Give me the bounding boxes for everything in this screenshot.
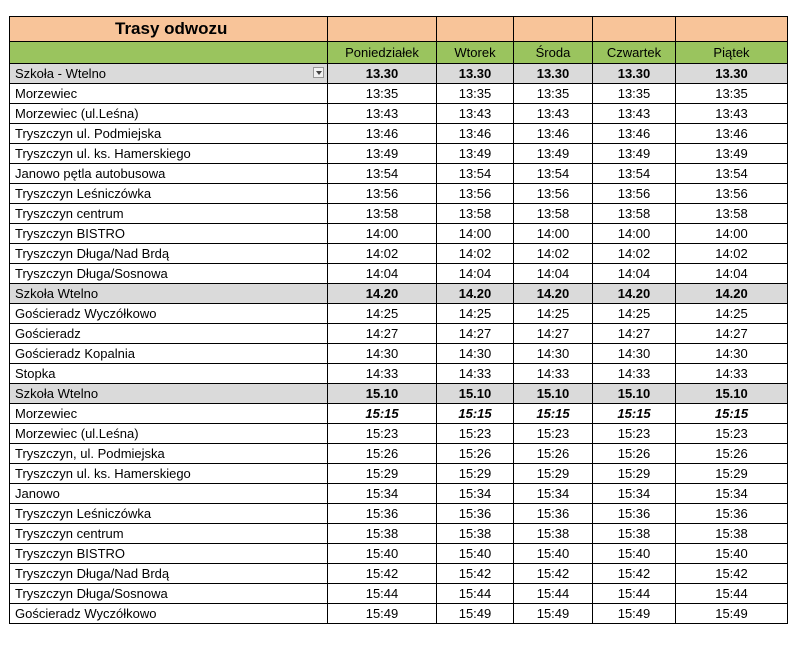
time-cell[interactable]: 13:56 — [328, 184, 437, 204]
stop-name-cell[interactable] — [10, 284, 328, 304]
time-cell[interactable]: 14:30 — [593, 344, 676, 364]
time-cell[interactable]: 13:35 — [593, 84, 676, 104]
stop-name-cell[interactable] — [10, 224, 328, 244]
table-row — [10, 184, 788, 204]
stop-name-cell[interactable] — [10, 404, 328, 424]
stop-name-cell[interactable] — [10, 564, 328, 584]
time-cell[interactable]: 15:38 — [593, 524, 676, 544]
time-cell[interactable]: 14:02 — [676, 244, 788, 264]
title-empty-cell[interactable] — [437, 17, 514, 42]
table-row — [10, 164, 788, 184]
time-cell[interactable]: 14:02 — [593, 244, 676, 264]
stop-name-cell[interactable] — [10, 104, 328, 124]
time-cell[interactable]: 13:54 — [437, 164, 514, 184]
time-cell[interactable]: 13:46 — [676, 124, 788, 144]
time-cell[interactable]: 13:58 — [328, 204, 437, 224]
time-cell[interactable]: 13:54 — [676, 164, 788, 184]
time-cell[interactable]: 14:04 — [514, 264, 593, 284]
stop-name-cell[interactable] — [10, 524, 328, 544]
header-stop-cell[interactable] — [10, 42, 328, 64]
stop-name-cell[interactable] — [10, 64, 328, 84]
stop-name-cell[interactable] — [10, 444, 328, 464]
stop-name: Tryszczyn Leśniczówka — [15, 506, 152, 521]
time-cell[interactable]: 13:49 — [437, 144, 514, 164]
stop-name-cell[interactable] — [10, 324, 328, 344]
stop-name-cell[interactable] — [10, 244, 328, 264]
time-cell[interactable]: 14:25 — [593, 304, 676, 324]
stop-name: Tryszczyn Leśniczówka — [15, 186, 152, 201]
time-cell[interactable]: 15.10 — [593, 384, 676, 404]
table-row — [10, 404, 788, 424]
table-row — [10, 324, 788, 344]
time-cell[interactable]: 15:36 — [437, 504, 514, 524]
stop-name-cell[interactable] — [10, 124, 328, 144]
table-row — [10, 364, 788, 384]
time-cell[interactable]: 13:43 — [437, 104, 514, 124]
time-cell[interactable]: 13:35 — [328, 84, 437, 104]
time-cell[interactable]: 15.10 — [328, 384, 437, 404]
stop-name: Gościeradz Wyczółkowo — [15, 306, 157, 321]
time-cell[interactable]: 15:36 — [676, 504, 788, 524]
time-cell[interactable]: 15.10 — [676, 384, 788, 404]
time-cell[interactable]: 15:15 — [514, 404, 593, 424]
time-cell[interactable]: 15:44 — [328, 584, 437, 604]
title-empty-cell[interactable] — [514, 17, 593, 42]
time-cell[interactable]: 13:58 — [676, 204, 788, 224]
time-cell[interactable]: 13:46 — [514, 124, 593, 144]
time-cell[interactable]: 15:23 — [437, 424, 514, 444]
table-row — [10, 524, 788, 544]
time-cell[interactable]: 15:44 — [676, 584, 788, 604]
stop-name: Tryszczyn BISTRO — [15, 226, 126, 241]
time-cell[interactable]: 14:02 — [514, 244, 593, 264]
time-cell[interactable]: 15:49 — [437, 604, 514, 624]
stop-name: Tryszczyn Długa/Sosnowa — [15, 266, 168, 281]
header-day-monday[interactable]: Poniedziałek — [328, 42, 437, 64]
time-cell[interactable]: 13:46 — [593, 124, 676, 144]
time-cell[interactable]: 14:33 — [676, 364, 788, 384]
time-cell[interactable]: 15:49 — [514, 604, 593, 624]
time-cell[interactable]: 15:40 — [437, 544, 514, 564]
time-cell[interactable]: 14:30 — [676, 344, 788, 364]
sheet-title[interactable]: Trasy odwozu — [10, 17, 328, 42]
time-cell[interactable]: 14:30 — [437, 344, 514, 364]
time-cell[interactable]: 14:33 — [328, 364, 437, 384]
time-cell[interactable]: 13:58 — [593, 204, 676, 224]
table-row — [10, 584, 788, 604]
title-empty-cell[interactable] — [593, 17, 676, 42]
stop-name-cell[interactable] — [10, 144, 328, 164]
time-cell[interactable]: 13:35 — [676, 84, 788, 104]
time-cell[interactable]: 14:04 — [328, 264, 437, 284]
time-cell[interactable]: 14:33 — [593, 364, 676, 384]
stop-name-cell[interactable] — [10, 584, 328, 604]
timetable-sheet — [9, 16, 788, 624]
table-row — [10, 304, 788, 324]
time-cell[interactable]: 13:54 — [514, 164, 593, 184]
time-cell[interactable]: 15:23 — [328, 424, 437, 444]
stop-name: Gościeradz Wyczółkowo — [15, 606, 157, 621]
table-row — [10, 264, 788, 284]
time-cell[interactable]: 13:56 — [676, 184, 788, 204]
table-row — [10, 504, 788, 524]
time-cell[interactable]: 15:15 — [437, 404, 514, 424]
stop-name-cell[interactable] — [10, 544, 328, 564]
time-cell[interactable]: 15:38 — [676, 524, 788, 544]
stop-name: Janowo pętla autobusowa — [15, 166, 166, 181]
time-cell[interactable]: 15:40 — [676, 544, 788, 564]
stop-name: Morzewiec (ul.Leśna) — [15, 106, 139, 121]
header-row — [10, 42, 788, 64]
time-cell[interactable]: 14:27 — [514, 324, 593, 344]
time-cell[interactable]: 15:29 — [676, 464, 788, 484]
time-cell[interactable]: 13.30 — [676, 64, 788, 84]
time-cell[interactable]: 14.20 — [676, 284, 788, 304]
stop-name: Tryszczyn ul. ks. Hamerskiego — [15, 466, 191, 481]
header-day-wednesday[interactable]: Środa — [514, 42, 593, 64]
stop-name: Tryszczyn ul. ks. Hamerskiego — [15, 146, 191, 161]
time-cell[interactable]: 14:25 — [514, 304, 593, 324]
school-row — [10, 64, 788, 84]
time-cell[interactable]: 15:49 — [676, 604, 788, 624]
stop-name-cell[interactable] — [10, 384, 328, 404]
time-cell[interactable]: 14:25 — [328, 304, 437, 324]
table-row — [10, 444, 788, 464]
stop-name: Morzewiec (ul.Leśna) — [15, 426, 139, 441]
stop-name: Morzewiec — [15, 86, 78, 101]
stop-name-cell[interactable] — [10, 184, 328, 204]
time-cell[interactable]: 14:04 — [593, 264, 676, 284]
time-cell[interactable]: 15.10 — [514, 384, 593, 404]
time-cell[interactable]: 14.20 — [593, 284, 676, 304]
time-cell[interactable]: 15:38 — [514, 524, 593, 544]
time-cell[interactable]: 13:35 — [437, 84, 514, 104]
time-cell[interactable]: 15:29 — [437, 464, 514, 484]
header-day-friday[interactable]: Piątek — [676, 42, 788, 64]
stop-name: Tryszczyn Długa/Nad Brdą — [15, 566, 170, 581]
stop-name-cell[interactable] — [10, 484, 328, 504]
time-cell[interactable]: 15:29 — [593, 464, 676, 484]
time-cell[interactable]: 13:43 — [676, 104, 788, 124]
time-cell[interactable]: 13:56 — [514, 184, 593, 204]
stop-name-cell[interactable] — [10, 264, 328, 284]
time-cell[interactable]: 13:56 — [593, 184, 676, 204]
stop-name-cell[interactable] — [10, 164, 328, 184]
time-cell[interactable]: 13.30 — [437, 64, 514, 84]
table-row — [10, 464, 788, 484]
time-cell[interactable]: 14.20 — [514, 284, 593, 304]
stop-name: Szkoła Wtelno — [15, 286, 99, 301]
time-cell[interactable]: 14:04 — [437, 264, 514, 284]
table-row — [10, 204, 788, 224]
time-cell[interactable]: 14:27 — [593, 324, 676, 344]
time-cell[interactable]: 15:49 — [593, 604, 676, 624]
time-cell[interactable]: 15:42 — [676, 564, 788, 584]
time-cell[interactable]: 15:38 — [328, 524, 437, 544]
time-cell[interactable]: 15:34 — [514, 484, 593, 504]
time-cell[interactable]: 14:00 — [514, 224, 593, 244]
time-cell[interactable]: 15:23 — [514, 424, 593, 444]
stop-name: Tryszczyn Długa/Nad Brdą — [15, 246, 170, 261]
time-cell[interactable]: 15:44 — [437, 584, 514, 604]
stop-name: Tryszczyn Długa/Sosnowa — [15, 586, 168, 601]
time-cell[interactable]: 15:23 — [593, 424, 676, 444]
time-cell[interactable]: 15:38 — [437, 524, 514, 544]
time-cell[interactable]: 13:56 — [437, 184, 514, 204]
time-cell[interactable]: 13.30 — [593, 64, 676, 84]
time-cell[interactable]: 14:30 — [328, 344, 437, 364]
time-cell[interactable]: 13:43 — [593, 104, 676, 124]
stop-name-cell[interactable] — [10, 364, 328, 384]
time-cell[interactable]: 15:40 — [328, 544, 437, 564]
school-row — [10, 284, 788, 304]
table-row — [10, 104, 788, 124]
time-cell[interactable]: 15:26 — [593, 444, 676, 464]
time-cell[interactable]: 14:00 — [437, 224, 514, 244]
time-cell[interactable]: 15:42 — [593, 564, 676, 584]
time-cell[interactable]: 15:34 — [676, 484, 788, 504]
time-cell[interactable]: 15:42 — [514, 564, 593, 584]
stop-name-cell[interactable] — [10, 304, 328, 324]
time-cell[interactable]: 13:54 — [328, 164, 437, 184]
time-cell[interactable]: 13:49 — [676, 144, 788, 164]
time-cell[interactable]: 13:46 — [437, 124, 514, 144]
time-cell[interactable]: 15:36 — [593, 504, 676, 524]
time-cell[interactable]: 13.30 — [514, 64, 593, 84]
stop-name-cell[interactable] — [10, 344, 328, 364]
header-day-thursday[interactable]: Czwartek — [593, 42, 676, 64]
time-cell[interactable]: 14.20 — [437, 284, 514, 304]
time-cell[interactable]: 14:00 — [328, 224, 437, 244]
time-cell[interactable]: 15:29 — [514, 464, 593, 484]
time-cell[interactable]: 14:33 — [514, 364, 593, 384]
table-row — [10, 424, 788, 444]
school-row — [10, 384, 788, 404]
table-row — [10, 144, 788, 164]
stop-name: Tryszczyn centrum — [15, 526, 124, 541]
time-cell[interactable]: 15.10 — [437, 384, 514, 404]
time-cell[interactable]: 15:26 — [437, 444, 514, 464]
title-empty-cell[interactable] — [328, 17, 437, 42]
table-row — [10, 604, 788, 624]
table-row — [10, 484, 788, 504]
title-row — [10, 17, 788, 42]
time-cell[interactable]: 15:40 — [514, 544, 593, 564]
time-cell[interactable]: 13:49 — [328, 144, 437, 164]
time-cell[interactable]: 14:27 — [437, 324, 514, 344]
time-cell[interactable]: 15:29 — [328, 464, 437, 484]
stop-name: Szkoła - Wtelno — [15, 66, 107, 81]
time-cell[interactable]: 14:27 — [328, 324, 437, 344]
table-row — [10, 124, 788, 144]
time-cell[interactable]: 14:02 — [328, 244, 437, 264]
time-cell[interactable]: 14:00 — [593, 224, 676, 244]
stop-name-cell[interactable] — [10, 604, 328, 624]
time-cell[interactable]: 15:34 — [328, 484, 437, 504]
time-cell[interactable]: 14:02 — [437, 244, 514, 264]
stop-name-cell[interactable] — [10, 84, 328, 104]
stop-name: Gościeradz Kopalnia — [15, 346, 135, 361]
time-cell[interactable]: 13:58 — [514, 204, 593, 224]
time-cell[interactable]: 14:33 — [437, 364, 514, 384]
stop-name-cell[interactable] — [10, 424, 328, 444]
time-cell[interactable]: 13:58 — [437, 204, 514, 224]
title-empty-cell[interactable] — [676, 17, 788, 42]
stop-name: Stopka — [15, 366, 56, 381]
time-cell[interactable]: 15:36 — [328, 504, 437, 524]
stop-name-cell[interactable] — [10, 504, 328, 524]
time-cell[interactable]: 14:00 — [676, 224, 788, 244]
time-cell[interactable]: 15:42 — [437, 564, 514, 584]
time-cell[interactable]: 15:15 — [676, 404, 788, 424]
table-row — [10, 224, 788, 244]
time-cell[interactable]: 15:42 — [328, 564, 437, 584]
stop-name: Tryszczyn ul. Podmiejska — [15, 126, 162, 141]
time-cell[interactable]: 14:25 — [437, 304, 514, 324]
time-cell[interactable]: 13:46 — [328, 124, 437, 144]
time-cell[interactable]: 15:49 — [328, 604, 437, 624]
time-cell[interactable]: 14.20 — [328, 284, 437, 304]
time-cell[interactable]: 15:26 — [676, 444, 788, 464]
stop-name: Gościeradz — [15, 326, 81, 341]
time-cell[interactable]: 15:15 — [593, 404, 676, 424]
stop-name: Szkoła Wtelno — [15, 386, 99, 401]
table-row — [10, 84, 788, 104]
time-cell[interactable]: 15:40 — [593, 544, 676, 564]
stop-name: Tryszczyn centrum — [15, 206, 124, 221]
stop-name: Tryszczyn BISTRO — [15, 546, 126, 561]
stop-name: Tryszczyn, ul. Podmiejska — [15, 446, 165, 461]
header-day-tuesday[interactable]: Wtorek — [437, 42, 514, 64]
stop-name-cell[interactable] — [10, 464, 328, 484]
time-cell[interactable]: 15:15 — [328, 404, 437, 424]
table-row — [10, 544, 788, 564]
time-cell[interactable]: 15:44 — [514, 584, 593, 604]
time-cell[interactable]: 13:49 — [514, 144, 593, 164]
time-cell[interactable]: 13:35 — [514, 84, 593, 104]
table-row — [10, 344, 788, 364]
time-cell[interactable]: 14:30 — [514, 344, 593, 364]
time-cell[interactable]: 14:04 — [676, 264, 788, 284]
time-cell[interactable]: 15:26 — [328, 444, 437, 464]
time-cell[interactable]: 13:49 — [593, 144, 676, 164]
time-cell[interactable]: 14:25 — [676, 304, 788, 324]
time-cell[interactable]: 13:43 — [328, 104, 437, 124]
time-cell[interactable]: 15:36 — [514, 504, 593, 524]
time-cell[interactable]: 14:27 — [676, 324, 788, 344]
table-row — [10, 244, 788, 264]
time-cell[interactable]: 15:44 — [593, 584, 676, 604]
stop-name-cell[interactable] — [10, 204, 328, 224]
stop-name: Janowo — [15, 486, 60, 501]
time-cell[interactable]: 15:26 — [514, 444, 593, 464]
time-cell[interactable]: 15:23 — [676, 424, 788, 444]
time-cell[interactable]: 13.30 — [328, 64, 437, 84]
dropdown-arrow-icon[interactable] — [313, 67, 324, 78]
time-cell[interactable]: 15:34 — [593, 484, 676, 504]
stop-name: Morzewiec — [15, 406, 78, 421]
time-cell[interactable]: 13:54 — [593, 164, 676, 184]
time-cell[interactable]: 15:34 — [437, 484, 514, 504]
time-cell[interactable]: 13:43 — [514, 104, 593, 124]
table-row — [10, 564, 788, 584]
